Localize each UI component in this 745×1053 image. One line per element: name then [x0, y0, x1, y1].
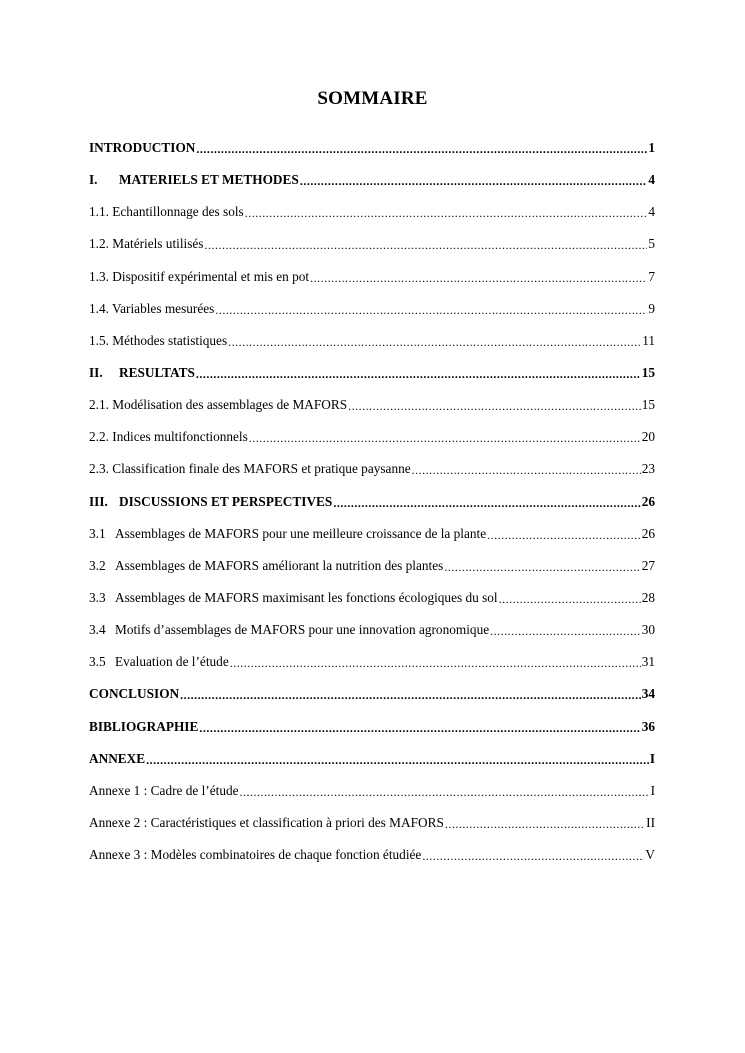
toc-entry-introduction — [89, 132, 655, 164]
toc-entry-number: 3.2 — [89, 557, 106, 573]
toc-entry-page: 1 — [648, 140, 655, 156]
toc-entry-label-group — [89, 622, 490, 638]
toc-entry-label: 1.5. Méthodes statistiques — [89, 332, 228, 348]
toc-dot-leader — [199, 720, 640, 734]
toc-dot-leader — [490, 623, 641, 637]
toc-entry-3-5 — [89, 646, 655, 678]
toc-entry-label: ANNEXE — [89, 750, 146, 766]
toc-entry-page: 7 — [648, 268, 655, 284]
toc-entry-label: 2.3. Classification finale des MAFORS et pratique paysanne — [89, 461, 411, 477]
toc-entry-label-group — [89, 172, 300, 188]
toc-entry-2-1 — [89, 389, 655, 421]
toc-entry-page: 26 — [641, 493, 655, 509]
toc-entry-discussions — [89, 486, 655, 518]
toc-entry-label: 1.3. Dispositif expérimental et mis en pot — [89, 268, 310, 284]
toc-entry-label: Motifs d’assemblages de MAFORS pour une innovation agronomique — [115, 622, 490, 638]
toc-entry-number: II. — [89, 365, 103, 381]
toc-entry-page: 4 — [648, 172, 655, 188]
toc-entry-page: 28 — [641, 590, 655, 606]
toc-entry-label-group — [89, 365, 196, 381]
toc-entry-page: 15 — [641, 365, 655, 381]
toc-dot-leader — [215, 302, 647, 316]
toc-entry-page: 36 — [641, 718, 655, 734]
toc-entry-label: DISCUSSIONS ET PERSPECTIVES — [119, 493, 333, 509]
toc-entry-annexe-1 — [89, 775, 655, 807]
toc-entry-number: I. — [89, 172, 98, 188]
toc-entry-page: I — [649, 750, 655, 766]
toc-entry-2-3 — [89, 453, 655, 485]
toc-dot-leader — [240, 784, 650, 798]
toc-entry-page: 23 — [641, 461, 655, 477]
toc-dot-leader — [499, 591, 641, 605]
toc-entry-label-group — [89, 494, 333, 510]
toc-entry-label: 1.2. Matériels utilisés — [89, 236, 204, 252]
toc-dot-leader — [180, 687, 641, 701]
toc-entry-materiels-methodes — [89, 164, 655, 196]
toc-entry-number: 3.5 — [89, 654, 106, 670]
toc-entry-annexe-2 — [89, 807, 655, 839]
toc-entry-page: 11 — [642, 332, 655, 348]
toc-entry-label-group — [89, 590, 499, 606]
toc-entry-label-group — [89, 654, 230, 670]
toc-entry-3-4 — [89, 614, 655, 646]
toc-dot-leader — [444, 559, 640, 573]
toc-entry-label: 1.1. Echantillonnage des sols — [89, 204, 244, 220]
toc-entry-1-4 — [89, 293, 655, 325]
toc-entry-3-3 — [89, 582, 655, 614]
toc-entry-label: CONCLUSION — [89, 686, 180, 702]
toc-entry-number: III. — [89, 493, 108, 509]
toc-dot-leader — [445, 816, 645, 830]
toc-dot-leader — [245, 205, 648, 219]
toc-entry-label: Assemblages de MAFORS améliorant la nutrition des plantes — [115, 557, 444, 573]
toc-entry-1-5 — [89, 325, 655, 357]
toc-dot-leader — [196, 141, 647, 155]
toc-entry-page: 26 — [641, 525, 655, 541]
table-of-contents — [89, 132, 655, 871]
toc-entry-page: I — [650, 782, 655, 798]
toc-entry-2-2 — [89, 421, 655, 453]
toc-entry-label-group — [89, 558, 444, 574]
page-title: SOMMAIRE — [317, 88, 428, 109]
toc-dot-leader — [249, 430, 641, 444]
toc-entry-label: Evaluation de l’étude — [115, 654, 229, 670]
toc-entry-page: 30 — [641, 622, 655, 638]
toc-entry-annexe — [89, 743, 655, 775]
toc-entry-label: 1.4. Variables mesurées — [89, 300, 215, 316]
toc-entry-label: RESULTATS — [119, 365, 195, 381]
toc-entry-resultats — [89, 357, 655, 389]
toc-entry-label: Annexe 1 : Cadre de l’étude — [89, 782, 239, 798]
toc-dot-leader — [146, 752, 649, 766]
toc-entry-page: V — [645, 847, 655, 863]
toc-entry-label: BIBLIOGRAPHIE — [89, 718, 199, 734]
toc-entry-label: 2.1. Modélisation des assemblages de MAFORS — [89, 397, 348, 413]
toc-entry-number: 3.1 — [89, 525, 106, 541]
toc-dot-leader — [348, 398, 641, 412]
toc-entry-label: MATERIELS ET METHODES — [119, 172, 299, 188]
toc-entry-label: 2.2. Indices multifonctionnels — [89, 429, 248, 445]
toc-entry-3-2 — [89, 550, 655, 582]
toc-dot-leader — [412, 462, 641, 476]
toc-entry-page: 31 — [641, 654, 655, 670]
toc-dot-leader — [205, 237, 648, 251]
toc-entry-label-group — [89, 526, 487, 542]
toc-entry-page: II — [646, 815, 655, 831]
toc-entry-annexe-3 — [89, 839, 655, 871]
toc-dot-leader — [196, 366, 641, 380]
toc-dot-leader — [230, 655, 641, 669]
toc-entry-page: 27 — [641, 557, 655, 573]
toc-dot-leader — [310, 270, 647, 284]
toc-entry-number: 3.4 — [89, 622, 106, 638]
toc-entry-page: 5 — [648, 236, 655, 252]
toc-dot-leader — [228, 334, 641, 348]
toc-entry-page: 15 — [641, 397, 655, 413]
toc-dot-leader — [300, 173, 648, 187]
toc-entry-1-3 — [89, 261, 655, 293]
toc-entry-bibliographie — [89, 711, 655, 743]
toc-entry-1-1 — [89, 196, 655, 228]
toc-entry-label: INTRODUCTION — [89, 140, 196, 156]
toc-entry-page: 9 — [648, 300, 655, 316]
toc-entry-page: 4 — [648, 204, 655, 220]
toc-entry-1-2 — [89, 228, 655, 260]
toc-entry-label: Assemblages de MAFORS pour une meilleure croissance de la plante — [115, 525, 487, 541]
toc-dot-leader — [487, 527, 641, 541]
toc-dot-leader — [422, 848, 644, 862]
toc-entry-page: 34 — [641, 686, 655, 702]
toc-entry-label: Assemblages de MAFORS maximisant les fonctions écologiques du sol — [115, 590, 498, 606]
toc-dot-leader — [333, 495, 640, 509]
toc-entry-page: 20 — [641, 429, 655, 445]
toc-entry-label: Annexe 3 : Modèles combinatoires de chaque fonction étudiée — [89, 847, 422, 863]
toc-entry-3-1 — [89, 518, 655, 550]
toc-entry-label: Annexe 2 : Caractéristiques et classification à priori des MAFORS — [89, 815, 444, 831]
toc-entry-number: 3.3 — [89, 590, 106, 606]
toc-entry-conclusion — [89, 678, 655, 710]
